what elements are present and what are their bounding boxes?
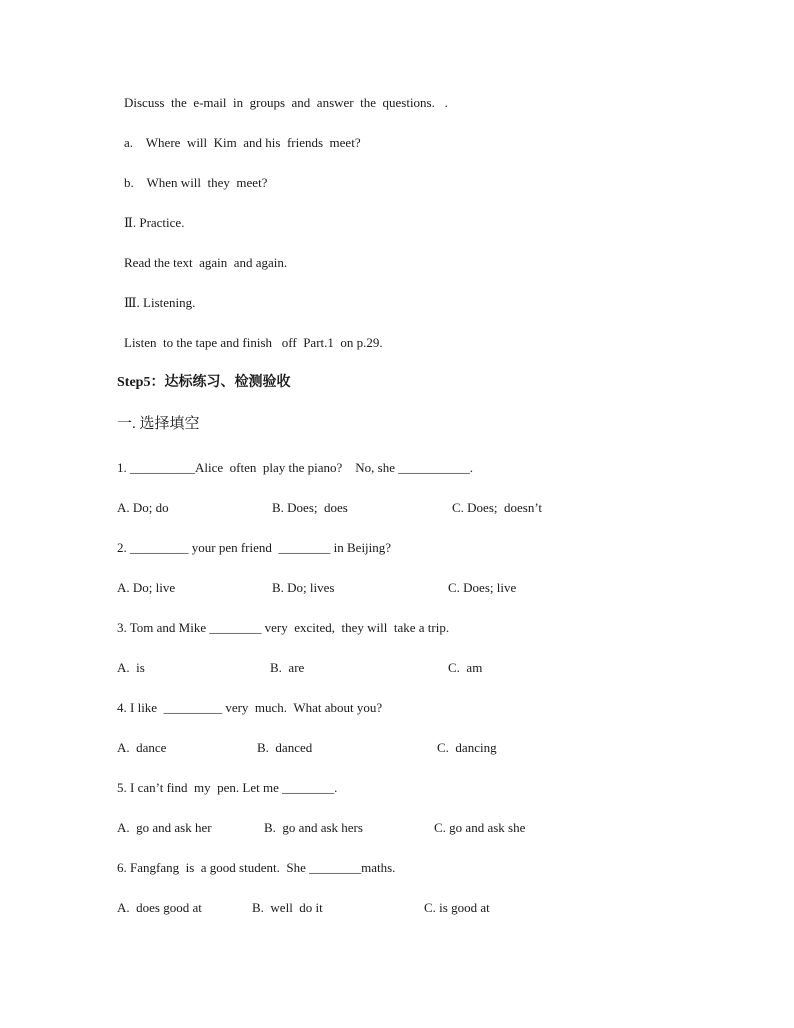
option-b: B. danced	[257, 740, 313, 755]
question-5-text: 5. I can’t find my pen. Let me ________.	[117, 780, 338, 795]
question-a: a. Where will Kim and his friends meet?	[124, 135, 361, 150]
option-b: B. go and ask hers	[264, 820, 363, 835]
question-3-text: 3. Tom and Mike ________ very excited, they will take a trip.	[117, 620, 450, 635]
option-b: B. well do it	[252, 900, 323, 915]
option-a: A. dance	[117, 740, 167, 755]
step5-heading: Step5：达标练习、检测验收	[117, 375, 291, 390]
option-b: B. Does; does	[272, 500, 348, 515]
practice-text: Read the text again and again.	[124, 255, 288, 270]
option-c: C. dancing	[437, 740, 497, 755]
discuss-instruction: Discuss the e-mail in groups and answer the questions. .	[124, 95, 448, 110]
listening-heading: Ⅲ. Listening.	[124, 295, 196, 310]
section-title: 一. 选择填空	[117, 416, 200, 432]
option-a: A. Do; do	[117, 500, 169, 515]
option-a: A. is	[117, 660, 145, 675]
question-1-text: 1. __________Alice often play the piano? No, she ___________.	[117, 460, 473, 475]
question-4-text: 4. I like _________ very much. What about you?	[117, 700, 383, 715]
question-2-text: 2. _________ your pen friend ________ in Beijing?	[117, 540, 392, 555]
option-c: C. Does; doesn’t	[452, 500, 543, 515]
option-a: A. Do; live	[117, 580, 176, 595]
listening-text: Listen to the tape and finish off Part.1 on p.29.	[124, 335, 383, 350]
question-6-text: 6. Fangfang is a good student. She ________maths.	[117, 860, 396, 875]
option-a: A. go and ask her	[117, 820, 212, 835]
option-c: C. Does; live	[448, 580, 517, 595]
option-b: B. are	[270, 660, 305, 675]
option-c: C. am	[448, 660, 483, 675]
option-a: A. does good at	[117, 900, 202, 915]
question-b: b. When will they meet?	[124, 175, 268, 190]
option-b: B. Do; lives	[272, 580, 335, 595]
practice-heading: Ⅱ. Practice.	[124, 215, 185, 230]
option-c: C. go and ask she	[434, 820, 526, 835]
option-c: C. is good at	[424, 900, 490, 915]
